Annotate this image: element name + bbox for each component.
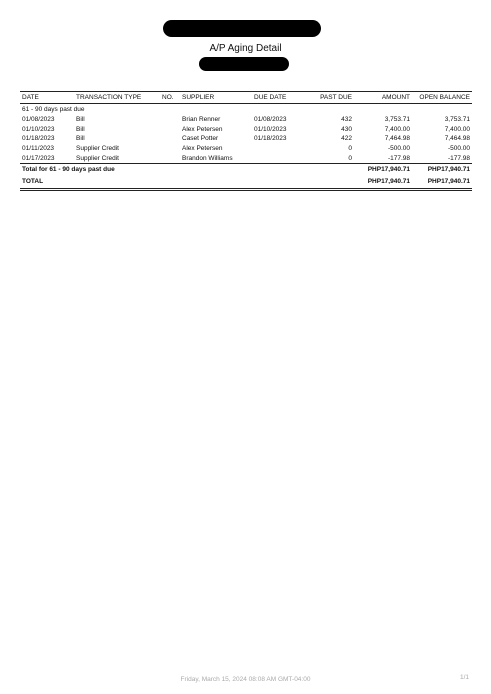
col-amount[interactable]: AMOUNT [354, 92, 412, 104]
grand-total-open-balance: PHP17,940.71 [412, 174, 472, 190]
aging-detail-table [20, 91, 472, 191]
cell-due-date: 01/18/2023 [254, 135, 287, 143]
cell-no [160, 154, 180, 164]
cell-transaction-type[interactable]: Bill [76, 125, 85, 133]
cell-open-balance: 7,400.00 [444, 125, 470, 133]
grand-total-row [20, 174, 472, 190]
table-row[interactable] [20, 134, 472, 144]
cell-open-balance: 3,753.71 [444, 115, 470, 123]
cell-amount: 3,753.71 [384, 115, 410, 123]
cell-supplier: Brandon Williams [182, 154, 233, 162]
cell-open-balance: -500.00 [447, 145, 470, 153]
table-header-row [20, 92, 472, 104]
footer-page-number: 1/1 [459, 674, 469, 681]
col-date[interactable]: DATE [20, 92, 74, 104]
cell-no [160, 114, 180, 124]
col-no[interactable]: NO. [160, 92, 180, 104]
redacted-report-period [199, 57, 289, 71]
group-total-label: Total for 61 - 90 days past due [20, 164, 354, 174]
cell-past-due: 0 [348, 154, 352, 162]
cell-date: 01/10/2023 [22, 125, 55, 133]
cell-transaction-type[interactable]: Supplier Credit [76, 145, 119, 153]
cell-no [160, 134, 180, 144]
cell-supplier: Alex Petersen [182, 145, 223, 153]
cell-due-date: 01/10/2023 [254, 125, 287, 133]
grand-total-amount: PHP17,940.71 [354, 174, 412, 190]
table-row[interactable] [20, 124, 472, 134]
grand-total-label: TOTAL [20, 174, 354, 190]
group-header-row [20, 104, 472, 115]
group-total-row [20, 164, 472, 174]
col-supplier[interactable]: SUPPLIER [180, 92, 252, 104]
cell-amount: -177.98 [387, 154, 410, 162]
cell-past-due: 432 [341, 115, 352, 123]
cell-past-due: 0 [348, 145, 352, 153]
footer-timestamp: Friday, March 15, 2024 08:08 AM GMT-04:00 [180, 676, 311, 683]
table-row[interactable] [20, 154, 472, 164]
cell-no [160, 144, 180, 154]
cell-transaction-type[interactable]: Bill [76, 135, 85, 143]
redacted-company-name [163, 20, 321, 37]
cell-open-balance: 7,464.98 [444, 135, 470, 143]
cell-date: 01/17/2023 [22, 154, 55, 162]
cell-past-due: 422 [341, 135, 352, 143]
col-open-balance[interactable]: OPEN BALANCE [412, 92, 472, 104]
cell-supplier: Alex Petersen [182, 125, 223, 133]
cell-supplier: Caset Potter [182, 135, 219, 143]
cell-amount: 7,464.98 [384, 135, 410, 143]
table-row[interactable] [20, 114, 472, 124]
cell-due-date [252, 144, 304, 154]
cell-due-date [252, 154, 304, 164]
cell-date: 01/11/2023 [22, 145, 55, 153]
cell-past-due: 430 [341, 125, 352, 133]
cell-open-balance: -177.98 [447, 154, 470, 162]
cell-transaction-type[interactable]: Bill [76, 115, 85, 123]
table-row[interactable] [20, 144, 472, 154]
cell-transaction-type[interactable]: Supplier Credit [76, 154, 119, 162]
group-total-amount: PHP17,940.71 [354, 164, 412, 174]
report-title: A/P Aging Detail [209, 43, 282, 54]
cell-date: 01/18/2023 [22, 135, 55, 143]
cell-amount: -500.00 [387, 145, 410, 153]
col-transaction-type[interactable]: TRANSACTION TYPE [74, 92, 160, 104]
cell-due-date: 01/08/2023 [254, 115, 287, 123]
cell-supplier: Brian Renner [182, 115, 221, 123]
cell-amount: 7,400.00 [384, 125, 410, 133]
col-past-due[interactable]: PAST DUE [304, 92, 354, 104]
group-label: 61 - 90 days past due [22, 106, 85, 113]
group-total-open-balance: PHP17,940.71 [412, 164, 472, 174]
cell-date: 01/08/2023 [22, 115, 55, 123]
col-due-date[interactable]: DUE DATE [252, 92, 304, 104]
cell-no [160, 124, 180, 134]
